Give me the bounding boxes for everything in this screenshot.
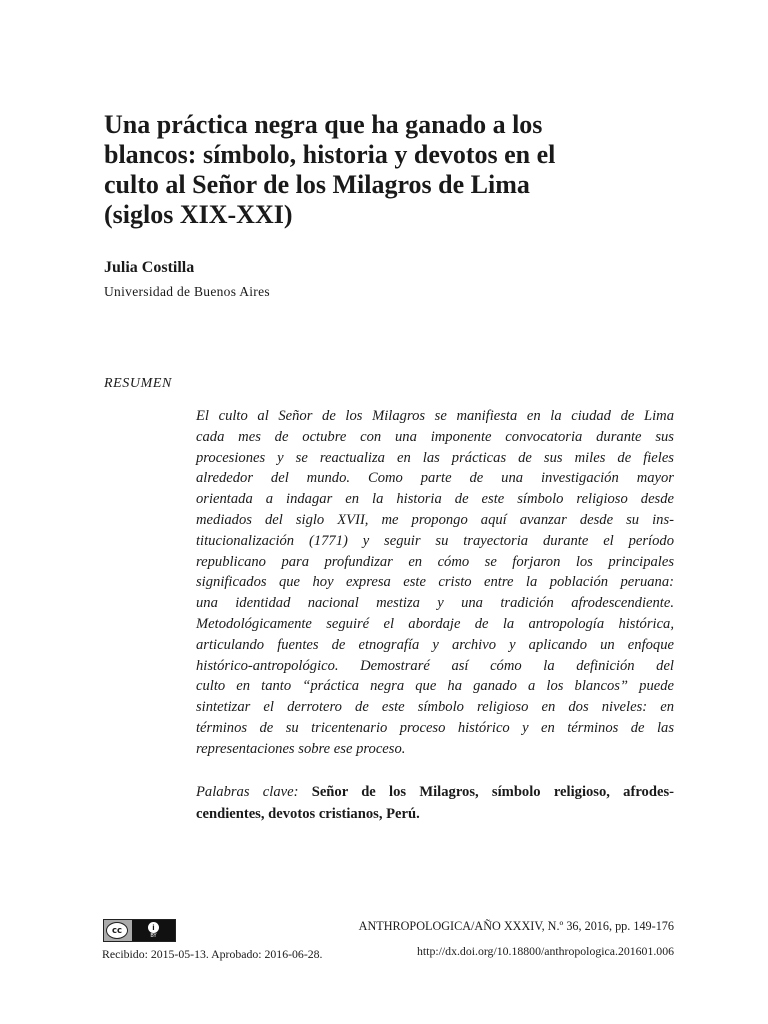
received-dates: Recibido: 2015-05-13. Aprobado: 2016-06-28. <box>102 947 323 961</box>
abstract-line: una identidad nacional mestiza y una tradición afrodescendiente. <box>196 595 674 612</box>
doi-link[interactable]: http://dx.doi.org/10.18800/anthropologica.201601.006 <box>416 944 674 958</box>
author-affiliation: Universidad de Buenos Aires <box>104 284 270 299</box>
abstract-line: titucionalización (1771) y seguir su trayectoria durante el período <box>196 532 674 549</box>
abstract-line: mediados del siglo XVII, me propongo aquí avanzar desde su ins- <box>196 511 674 528</box>
keywords <box>196 781 674 825</box>
abstract-line: sintetizar el derrotero de este símbolo religioso en dos niveles: en <box>196 699 674 716</box>
abstract-line: cada mes de octubre con una imponente convocatoria durante sus <box>196 428 674 445</box>
keywords-line-1 <box>196 781 674 803</box>
abstract-heading: RESUMEN <box>104 376 172 391</box>
journal-citation: ANTHROPOLOGICA/AÑO XXXIV, N.º 36, 2016, pp. 149-176 <box>358 919 674 933</box>
article-title <box>104 110 664 230</box>
abstract-body <box>196 406 674 760</box>
abstract-line: alrededor del mundo. Como parte de una investigación mayor <box>196 470 674 487</box>
creative-commons-by-icon[interactable] <box>103 919 176 942</box>
keywords-label: Palabras clave: <box>196 784 299 800</box>
abstract-line: representaciones sobre ese proceso. <box>196 740 406 757</box>
abstract-line: términos de su tricentenario proceso histórico y en términos de las <box>196 719 674 736</box>
keywords-text: Señor de los Milagros, símbolo religioso, afrodes- <box>311 784 674 800</box>
abstract-line: histórico-antropológico. Demostraré así cómo la definición del <box>196 657 674 674</box>
abstract-line: significados que hoy expresa este cristo entre la población peruana: <box>196 574 674 591</box>
title-line: (siglos XIX-XXI) <box>104 200 293 229</box>
abstract-line: republicano para profundizar en cómo se forjaron los principales <box>196 553 674 570</box>
abstract-line: culto en tanto “práctica negra que ha ganado a los blancos” puede <box>196 678 674 695</box>
person-icon: i <box>148 922 159 933</box>
title-line: Una práctica negra que ha ganado a los <box>104 110 543 139</box>
abstract-line: El culto al Señor de los Milagros se manifiesta en la ciudad de Lima <box>196 408 674 424</box>
title-line: culto al Señor de los Milagros de Lima <box>104 170 530 199</box>
keywords-line-2: cendientes, devotos cristianos, Perú. <box>196 806 420 822</box>
abstract-line: procesiones y se reactualiza en las prácticas de sus miles de fieles <box>196 449 674 466</box>
by-icon <box>132 920 175 941</box>
cc-icon: cc <box>106 922 128 939</box>
abstract-line: Metodológicamente seguiré el abordaje de la antropología histórica, <box>196 615 674 632</box>
by-label: BY <box>150 933 157 939</box>
author-name: Julia Costilla <box>104 259 195 276</box>
title-line: blancos: símbolo, historia y devotos en el <box>104 140 556 169</box>
abstract-line: articulando fuentes de etnografía y archivo y aplicando un enfoque <box>196 636 674 653</box>
abstract-line: orientada a indagar en la historia de este símbolo religioso desde <box>196 491 674 508</box>
